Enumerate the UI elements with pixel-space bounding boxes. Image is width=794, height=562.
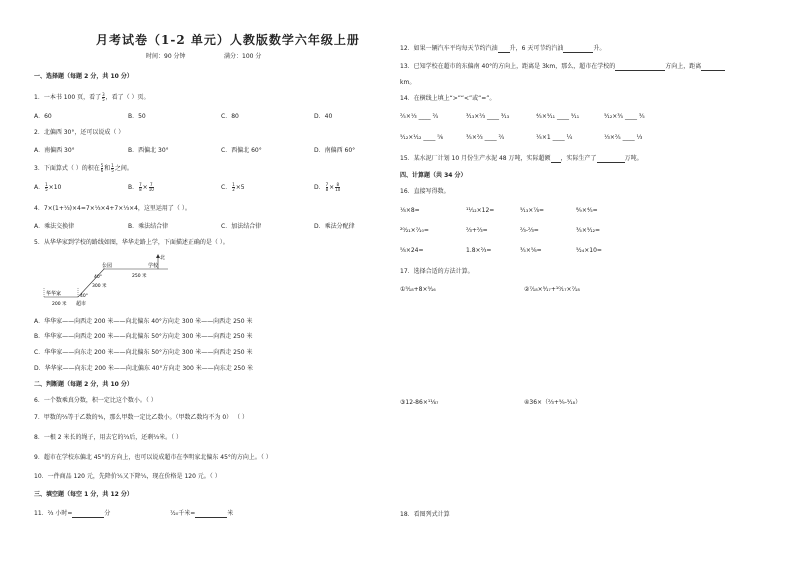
q16-item-1[interactable]: ⅛×8= [400, 207, 420, 214]
q4-option-c[interactable]: C．加法结合律 [221, 223, 262, 230]
q5-stem: 5．从华华家到学校的路线如图，华华走路上学，下面描述正确的是（ ）。 [34, 239, 229, 246]
q11-part-b: ⁷⁄₂₀千米= 米 [170, 510, 234, 517]
exam-score: 满分：100 分 [224, 53, 262, 60]
q16-item-8[interactable]: ⅗×⁵⁄₁₂= [576, 227, 601, 234]
q5-option-b[interactable]: B．华华家——向西走 200 米——向北偏东 50°方向走 300 米——向西走 250 米 [34, 333, 253, 340]
q14-stem: 14．在横线上填上“>”“<”或“=”。 [400, 95, 496, 102]
q17-item-c[interactable]: ③12-86×¹¹⁄₈₇ [400, 399, 439, 406]
q16-item-5[interactable]: ²⁰⁄₂₁×⁷⁄₁₀= [400, 227, 429, 234]
distance-300: 300 米 [92, 284, 107, 289]
q2-option-d[interactable]: D．南偏西 60° [314, 147, 356, 154]
q14-item-3[interactable]: ⅘×⁵⁄₁₁ ____ ⁵⁄₁₁ [536, 113, 580, 120]
q12-stem: 12．如果一辆汽车平均每天节约汽油 升，6 天可节约汽油 升。 [400, 45, 606, 52]
park-label: 公园 [102, 263, 113, 269]
distance-200: 200 米 [52, 302, 67, 307]
angle-top: 40° [94, 275, 102, 280]
q12-answer-blank[interactable] [563, 46, 593, 53]
q14-item-8[interactable]: ⅓×⅖ ____ ⅓ [604, 134, 643, 141]
q4-option-d[interactable]: D．乘法分配律 [314, 223, 355, 230]
angle-bottom: 40° [80, 294, 88, 299]
q13-unit: km。 [400, 79, 416, 86]
q16-item-4[interactable]: ⁸⁄₉×⅘= [576, 207, 598, 214]
q11b-answer-blank[interactable] [195, 511, 227, 518]
q4-option-b[interactable]: B．乘法结合律 [128, 223, 169, 230]
q16-item-7[interactable]: ⅔-⅔= [520, 227, 539, 234]
q6-statement: 6．一个数乘真分数，积一定比这个数小。（ ） [34, 397, 157, 404]
q16-item-3[interactable]: ⁵⁄₁₃×⅞= [520, 207, 545, 214]
q16-item-10[interactable]: 1.8×⅔= [466, 247, 492, 254]
q11-part-a: 11．⅔ 小时= 分 [34, 510, 111, 517]
q16-item-6[interactable]: ⅔+⅔= [466, 227, 488, 234]
q1-pre: 1．一本书 100 页，看了 [34, 94, 102, 101]
q11a-answer-blank[interactable] [72, 511, 104, 518]
distance-250: 250 米 [132, 274, 147, 279]
q9-statement: 9．超市在学校东偏北 45°的方向上，也可以说成超市在李明家北偏东 45°的方向上。（ ） [34, 454, 272, 461]
q1-fraction: $\frac{3}{5}$ [102, 92, 105, 102]
q1-option-a[interactable]: A．60 [34, 113, 52, 120]
q1-option-d[interactable]: D．40 [314, 113, 333, 120]
q16-item-11[interactable]: ⅗×⅚= [520, 247, 542, 254]
q2-option-a[interactable]: A．南偏西 30° [34, 147, 75, 154]
q2-option-c[interactable]: C．西偏北 60° [221, 147, 262, 154]
q18-stem: 18．看图列式计算 [400, 511, 450, 518]
q2-option-b[interactable]: B．西偏北 30° [128, 147, 169, 154]
q17-item-b[interactable]: ②⁷⁄₁₈×⁵⁄₁₇+¹⁰⁄₁₇×⁷⁄₁₈ [524, 286, 580, 293]
q7-statement: 7．甲数的⅔等于乙数的⁴⁄₅，那么甲数一定比乙数小。（甲数乙数均不为 0） （ ） [34, 414, 248, 421]
q15-blank-1[interactable] [551, 156, 561, 163]
q15-stem: 15．某水泥厂计划 10 月份生产水泥 48 万吨，实际超额 ，实际生产了 万吨。 [400, 155, 643, 162]
super-label: 超市 [76, 301, 87, 307]
exam-title: 月考试卷（1-2 单元）人教版数学六年级上册 [96, 33, 360, 47]
q17-stem: 17．选择合适的方法计算。 [400, 268, 474, 275]
q13-stem: 13．已知学校在超市的东偏南 40°的方向上，距离是 3km，那么，超市在学校的 方向上，距离 [400, 63, 725, 71]
q12-blank-1[interactable] [498, 46, 510, 53]
q3-stem: 3．下面算式（ ）的积在 $\frac{5}{6}$ 和 $\frac{1}{5}$ 之间。 [34, 163, 133, 173]
q14-item-6[interactable]: ⅗×⅔ ____ ⅖ [466, 134, 505, 141]
school-label: 学校 [148, 263, 159, 269]
q3-option-c[interactable]: C． $\frac{1}{2}$ ×5 [221, 182, 245, 192]
q16-item-2[interactable]: ¹¹⁄₁₂×12= [466, 207, 495, 214]
q16-item-12[interactable]: ⁵⁄₂₄×10= [576, 247, 602, 254]
section-2-heading: 二、判断题（每题 2 分，共 10 分） [34, 381, 133, 388]
q14-item-7[interactable]: ¼×1 ____ ¼ [536, 134, 573, 141]
section-4-heading: 四、计算题（共 34 分） [400, 172, 467, 179]
q14-item-4[interactable]: ⁵⁄₁₂×⅗ ____ ⅗ [604, 113, 645, 120]
q2-stem: 2．北偏西 30°，还可以说成（ ） [34, 129, 125, 136]
q5-route-map [38, 253, 188, 311]
q3-option-d[interactable]: D． $\frac{7}{8}$ × $\frac{8}{10}$ [314, 182, 341, 192]
q3-option-a[interactable]: A． $\frac{1}{5}$ ×10 [34, 182, 62, 192]
q14-item-1[interactable]: ⅖×⅓ ____ ⅖ [400, 113, 439, 120]
q4-option-a[interactable]: A．乘法交换律 [34, 223, 75, 230]
diagonal-road [78, 269, 104, 297]
q1-option-b[interactable]: B．50 [128, 113, 146, 120]
section-1-heading: 一、选择题（每题 2 分，共 10 分） [34, 73, 133, 80]
q13-distance-blank[interactable] [701, 64, 725, 71]
q17-item-a[interactable]: ①⁵⁄₁₈+8×⁵⁄₁₆ [400, 286, 436, 293]
q5-option-d[interactable]: D．华华家——向东走 200 米——向北偏东 40°方向走 300 米——向东走 250 米 [34, 365, 253, 372]
q10-statement: 10．一件商品 120 元，先降价⅕又下降⅕，现在价格是 120 元。（ ） [34, 473, 221, 480]
q3-option-b[interactable]: B． $\frac{7}{8}$ × $\frac{7}{10}$ [128, 182, 154, 192]
q5-option-a[interactable]: A．华华家——向西走 200 米——向北偏东 40°方向走 300 米——向西走 250 米 [34, 318, 253, 325]
exam-time: 时间：90 分钟 [146, 53, 186, 60]
q5-option-c[interactable]: C．华华家——向东走 200 米——向北偏东 50°方向走 300 米——向西走 250 米 [34, 349, 253, 356]
q1-post: ，看了（ ）页。 [105, 94, 150, 101]
q14-item-5[interactable]: ⁵⁄₁₂×¹⁄₁₂ ____ ⅚ [400, 134, 444, 141]
q13-direction-blank[interactable] [615, 64, 665, 71]
q16-item-9[interactable]: ⅝×24= [400, 247, 424, 254]
section-3-heading: 三、填空题（每空 1 分，共 12 分） [34, 491, 133, 498]
q14-item-2[interactable]: ³⁄₁₃×⅔ ____ ³⁄₁₃ [466, 113, 510, 120]
q1-option-c[interactable]: C．80 [221, 113, 239, 120]
q4-stem: 4．7×(1+⅓)×4=7×⅓×4+7×⅓×4，这里运用了（ ）。 [34, 205, 191, 212]
q1-stem [34, 93, 150, 102]
q8-statement: 8．一根 2 米长的绳子，用去它的⅔后，还剩⅔米。（ ） [34, 434, 182, 441]
north-label: 北 [160, 255, 166, 261]
q17-item-d[interactable]: ④36×（⅔+⁵⁄₉-⁵⁄₁₈） [524, 399, 582, 406]
q16-stem: 16．直接写得数。 [400, 188, 450, 195]
home-label: 华华家 [46, 291, 62, 297]
q15-answer-blank[interactable] [597, 156, 625, 163]
